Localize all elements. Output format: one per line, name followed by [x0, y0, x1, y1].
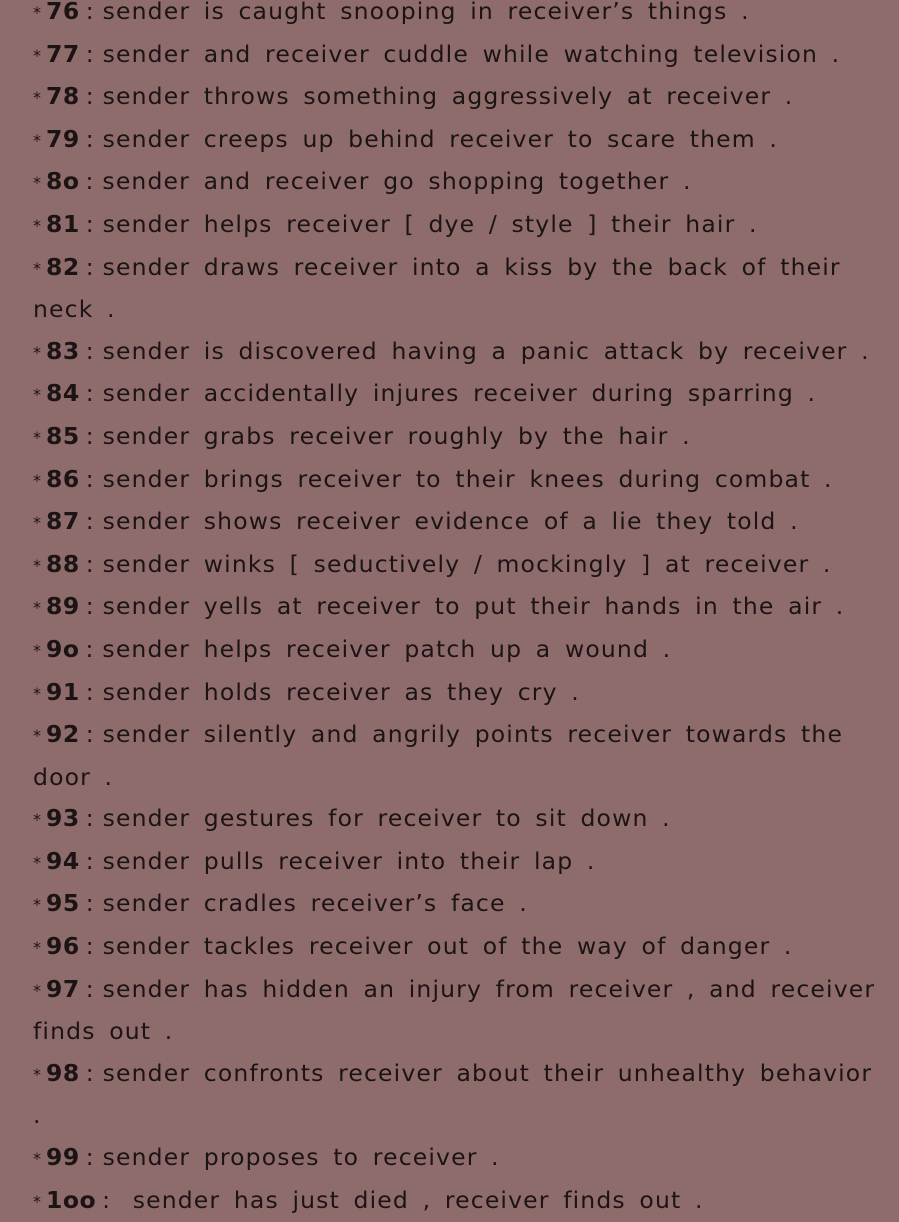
prompt-separator: : [85, 39, 94, 68]
prompt-number: 1oo [46, 1185, 97, 1214]
prompt-number: 98 [46, 1058, 80, 1087]
prompt-separator: : [85, 421, 94, 450]
prompt-separator: : [85, 336, 94, 365]
prompt-text: sender pulls receiver into their lap . [102, 846, 596, 875]
asterisk-icon: * [33, 852, 41, 872]
asterisk-icon: * [33, 3, 41, 22]
prompt-number: 78 [46, 82, 80, 111]
prompt-item [33, 544, 879, 587]
prompt-separator: : [85, 1143, 94, 1172]
prompt-item [33, 76, 879, 119]
asterisk-icon: * [33, 980, 41, 1000]
prompt-number: 96 [46, 932, 80, 961]
prompt-number: 87 [46, 507, 80, 536]
asterisk-icon: * [33, 895, 41, 915]
prompt-text: sender is caught snooping in receiver’s things . [102, 0, 750, 25]
prompt-text: sender has just died , receiver finds out . [119, 1185, 704, 1214]
asterisk-icon: * [33, 1064, 41, 1084]
asterisk-icon: * [33, 258, 41, 278]
prompt-text: sender winks [ seductively / mockingly ] at receiver . [102, 549, 832, 578]
prompt-separator: : [85, 124, 94, 153]
prompt-item [33, 373, 879, 416]
asterisk-icon: * [33, 215, 41, 235]
prompt-item [33, 247, 879, 331]
prompt-text: sender grabs receiver roughly by the hair . [102, 421, 691, 450]
prompt-text: sender and receiver cuddle while watching television . [102, 39, 841, 68]
prompt-separator: : [85, 167, 94, 196]
prompt-text: sender confronts receiver about their unhealthy behavior . [33, 1058, 873, 1130]
prompt-number: 89 [46, 592, 80, 621]
prompt-item [33, 798, 879, 841]
prompt-text: sender shows receiver evidence of a lie they told . [102, 507, 799, 536]
prompt-item [33, 331, 879, 374]
prompt-separator: : [85, 209, 94, 238]
prompt-number: 86 [46, 464, 80, 493]
prompt-separator: : [85, 0, 94, 25]
prompt-separator: : [85, 846, 94, 875]
asterisk-icon: * [33, 470, 41, 490]
prompt-item [33, 204, 879, 247]
asterisk-icon: * [33, 130, 41, 150]
asterisk-icon: * [33, 938, 41, 958]
asterisk-icon: * [33, 173, 41, 193]
prompt-number: 9o [46, 634, 80, 663]
prompt-item [33, 416, 879, 459]
prompt-separator: : [85, 549, 94, 578]
asterisk-icon: * [33, 726, 41, 746]
prompt-separator: : [85, 252, 94, 281]
prompt-text: sender helps receiver [ dye / style ] their hair . [102, 209, 758, 238]
prompt-separator: : [85, 677, 94, 706]
prompt-number: 97 [46, 974, 80, 1003]
prompt-separator: : [85, 592, 94, 621]
prompt-separator: : [85, 1058, 94, 1087]
asterisk-icon: * [33, 555, 41, 575]
prompt-number: 8o [46, 167, 80, 196]
prompt-number: 91 [46, 677, 80, 706]
prompt-list [33, 0, 879, 1222]
prompt-text: sender cradles receiver’s face . [102, 889, 528, 918]
prompt-separator: : [85, 379, 94, 408]
prompt-item [33, 841, 879, 884]
prompt-number: 88 [46, 549, 80, 578]
asterisk-icon: * [33, 1191, 41, 1211]
prompt-item [33, 1053, 879, 1137]
asterisk-icon: * [33, 598, 41, 618]
prompt-number: 82 [46, 252, 80, 281]
prompt-item [33, 969, 879, 1053]
prompt-item [33, 161, 879, 204]
prompt-number: 84 [46, 379, 80, 408]
prompt-text: sender tackles receiver out of the way of danger . [102, 932, 793, 961]
prompt-item [33, 1137, 879, 1180]
prompt-text: sender creeps up behind receiver to scare them . [102, 124, 779, 153]
prompt-separator: : [85, 464, 94, 493]
prompt-item [33, 0, 879, 34]
prompt-separator: : [85, 889, 94, 918]
asterisk-icon: * [33, 88, 41, 108]
prompt-text: sender holds receiver as they cry . [102, 677, 580, 706]
prompt-text: sender throws something aggressively at receiver . [102, 82, 794, 111]
asterisk-icon: * [33, 1149, 41, 1169]
asterisk-icon: * [33, 342, 41, 362]
prompt-number: 99 [46, 1143, 80, 1172]
prompt-number: 76 [46, 0, 80, 25]
prompt-separator: : [85, 82, 94, 111]
prompt-item [33, 672, 879, 715]
prompt-text: sender helps receiver patch up a wound . [102, 634, 672, 663]
prompt-item [33, 629, 879, 672]
asterisk-icon: * [33, 427, 41, 447]
prompt-number: 92 [46, 720, 80, 749]
prompt-number: 94 [46, 846, 80, 875]
prompt-item [33, 459, 879, 502]
prompt-item [33, 34, 879, 77]
prompt-separator: : [85, 974, 94, 1003]
prompt-text: sender is discovered having a panic attack by receiver . [102, 336, 870, 365]
asterisk-icon: * [33, 640, 41, 660]
prompt-number: 95 [46, 889, 80, 918]
prompt-text: sender proposes to receiver . [102, 1143, 500, 1172]
prompt-text: sender brings receiver to their knees during combat . [102, 464, 833, 493]
prompt-text: sender yells at receiver to put their hands in the air . [102, 592, 845, 621]
prompt-separator: : [85, 634, 94, 663]
prompt-number: 81 [46, 209, 80, 238]
prompt-item [33, 714, 879, 798]
asterisk-icon: * [33, 683, 41, 703]
asterisk-icon: * [33, 45, 41, 65]
prompt-separator: : [85, 507, 94, 536]
asterisk-icon: * [33, 513, 41, 533]
prompt-item [33, 501, 879, 544]
prompt-item [33, 586, 879, 629]
prompt-text: sender has hidden an injury from receiver , and receiver finds out . [33, 974, 876, 1046]
prompt-number: 83 [46, 336, 80, 365]
prompt-text: sender accidentally injures receiver during sparring . [102, 379, 817, 408]
prompt-item [33, 1180, 879, 1222]
prompt-item [33, 883, 879, 926]
prompt-item [33, 926, 879, 969]
prompt-number: 85 [46, 421, 80, 450]
prompt-text: sender draws receiver into a kiss by the back of their neck . [33, 252, 841, 324]
prompt-number: 79 [46, 124, 80, 153]
prompt-number: 77 [46, 39, 80, 68]
prompt-item [33, 119, 879, 162]
prompt-text: sender gestures for receiver to sit down . [102, 804, 671, 833]
prompt-separator: : [102, 1185, 111, 1214]
asterisk-icon: * [33, 810, 41, 830]
prompt-text: sender silently and angrily points receiver towards the door . [33, 720, 844, 791]
prompt-separator: : [85, 932, 94, 961]
prompt-text: sender and receiver go shopping together . [102, 167, 692, 196]
asterisk-icon: * [33, 385, 41, 405]
prompt-separator: : [85, 720, 94, 749]
prompt-number: 93 [46, 804, 80, 833]
prompt-separator: : [85, 804, 94, 833]
